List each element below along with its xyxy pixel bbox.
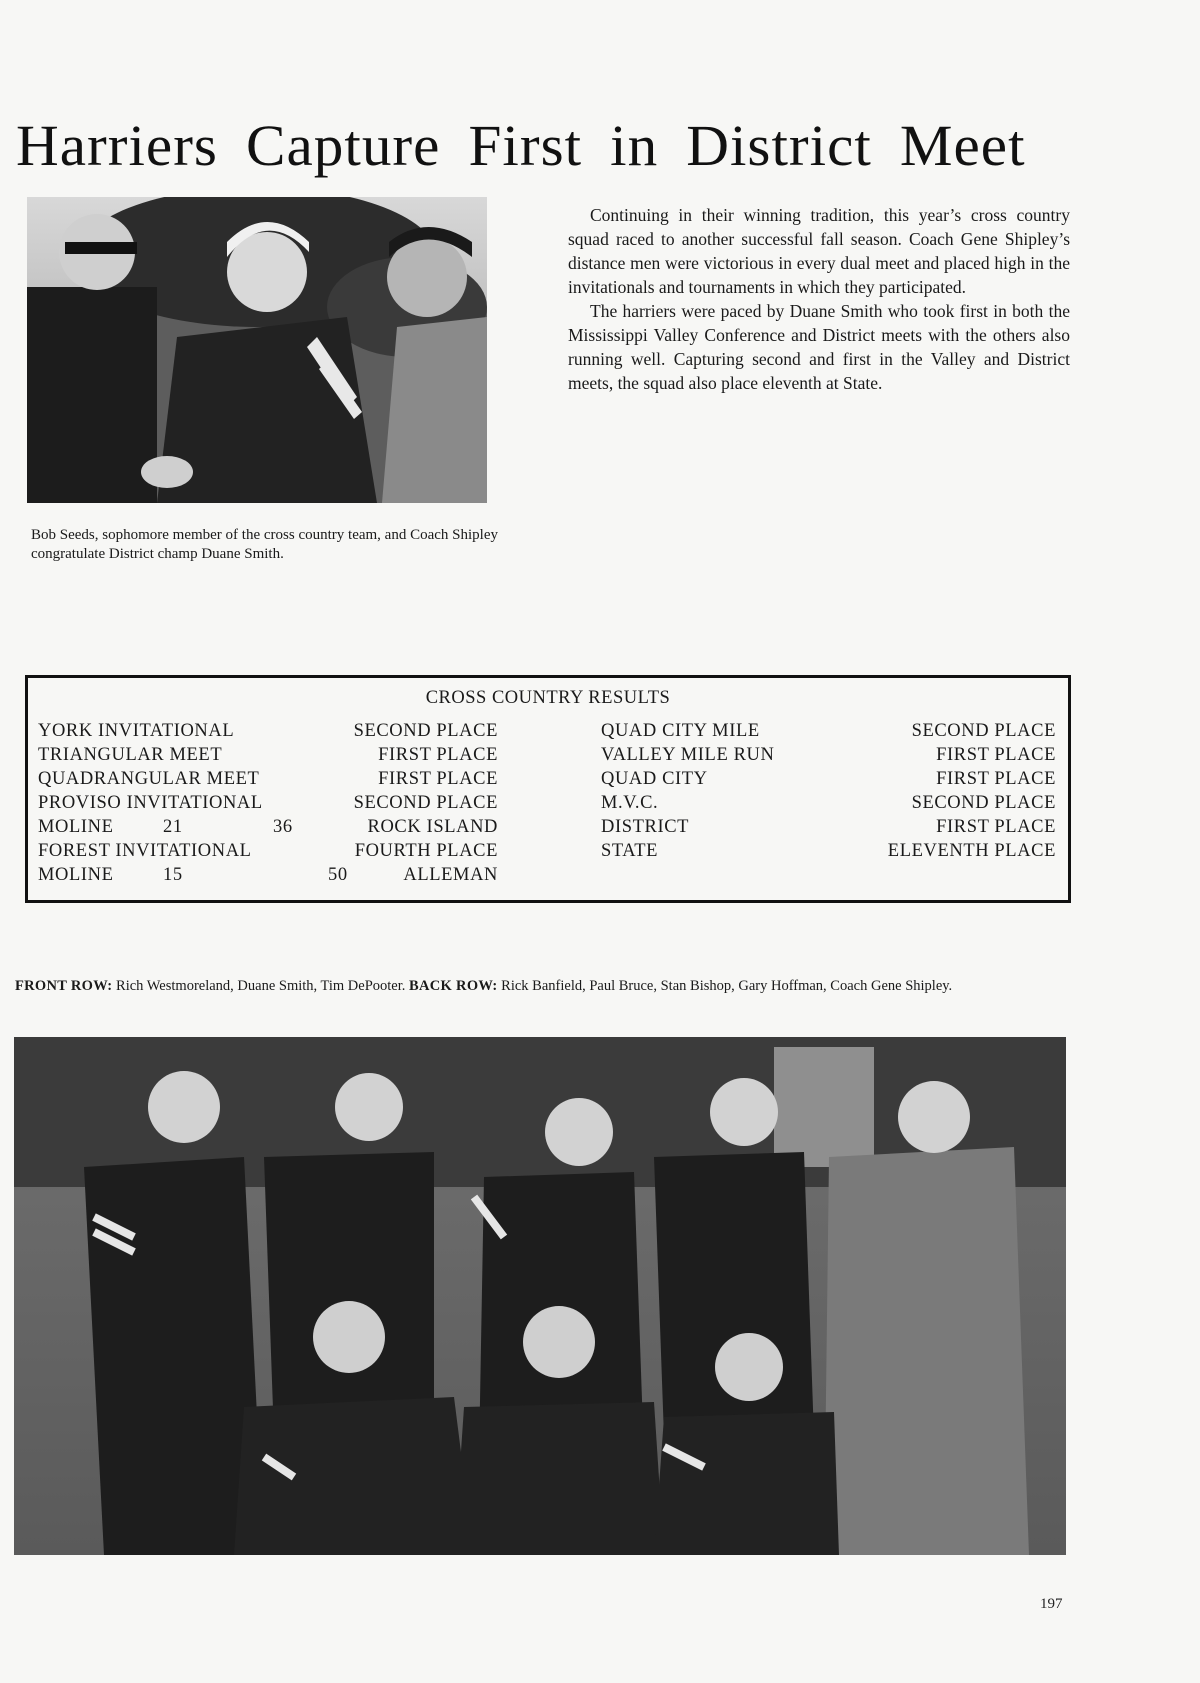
event-result: FIRST PLACE — [936, 745, 1056, 765]
event-name: QUAD CITY — [601, 769, 708, 789]
front-row-names: Rich Westmoreland, Duane Smith, Tim DePooter. — [116, 978, 406, 994]
results-box — [25, 675, 1071, 903]
article-body — [568, 203, 1070, 395]
event-result: SECOND PLACE — [911, 721, 1056, 741]
results-row — [38, 767, 498, 791]
results-row — [601, 791, 1056, 815]
photo-illustration — [27, 197, 487, 503]
back-row-names: Rick Banfield, Paul Bruce, Stan Bishop, Gary Hoffman, Coach Gene Shipley. — [501, 978, 953, 994]
results-left-column — [38, 719, 498, 887]
team-score: 15 — [163, 865, 183, 885]
page-headline: Harriers Capture First in District Meet — [16, 113, 1026, 178]
event-result: SECOND PLACE — [911, 793, 1056, 813]
event-name: FOREST INVITATIONAL — [38, 841, 252, 861]
event-result: ELEVENTH PLACE — [887, 841, 1056, 861]
results-row — [601, 839, 1056, 863]
article-paragraph: The harriers were paced by Duane Smith who took first in both the Mississippi Valley Conference and District meets with the others also running well. Capturing second and first in the Valley and District meets, the squad also place eleventh at State. — [568, 301, 1070, 393]
results-title: CROSS COUNTRY RESULTS — [425, 688, 671, 708]
page-number: 197 — [1040, 1596, 1063, 1612]
results-row — [601, 719, 1056, 743]
opponent-name: ALLEMAN — [403, 865, 498, 885]
event-name: MOLINE — [38, 865, 114, 885]
results-row — [38, 719, 498, 743]
event-name: MOLINE — [38, 817, 114, 837]
results-row — [601, 743, 1056, 767]
results-row — [601, 815, 1056, 839]
event-name: DISTRICT — [601, 817, 690, 837]
event-result: SECOND PLACE — [353, 793, 498, 813]
results-right-column — [601, 719, 1056, 863]
front-row-label: FRONT ROW: — [15, 978, 113, 994]
event-result: FIRST PLACE — [378, 769, 498, 789]
opponent-score: 36 — [273, 817, 293, 837]
event-name: PROVISO INVITATIONAL — [38, 793, 263, 813]
team-photo-caption — [15, 977, 1075, 996]
event-result: FIRST PLACE — [936, 817, 1056, 837]
photo-caption: Bob Seeds, sophomore member of the cross country team, and Coach Shipley congratulate District champ Duane Smith. — [31, 527, 498, 562]
article-paragraph: Continuing in their winning tradition, this year’s cross country squad raced to another successful fall season. Coach Gene Shipley’s distance men were victorious in every dual meet and placed high in the invitationals and tournaments in which they participated. — [568, 205, 1070, 297]
congratulations-photo — [27, 197, 487, 503]
results-row — [38, 743, 498, 767]
event-name: TRIANGULAR MEET — [38, 745, 223, 765]
event-result: FIRST PLACE — [378, 745, 498, 765]
team-photo-illustration — [14, 1037, 1066, 1555]
results-row — [38, 815, 498, 839]
event-name: YORK INVITATIONAL — [38, 721, 235, 741]
back-row-label: BACK ROW: — [409, 978, 498, 994]
event-name: QUADRANGULAR MEET — [38, 769, 260, 789]
results-row — [38, 863, 498, 887]
event-name: QUAD CITY MILE — [601, 721, 760, 741]
event-name: M.V.C. — [601, 793, 659, 813]
results-row — [601, 767, 1056, 791]
results-row — [38, 839, 498, 863]
event-result: FOURTH PLACE — [354, 841, 498, 861]
event-result: FIRST PLACE — [936, 769, 1056, 789]
results-row — [38, 791, 498, 815]
team-photo — [14, 1037, 1066, 1555]
event-result: SECOND PLACE — [353, 721, 498, 741]
team-score: 21 — [163, 817, 183, 837]
event-name: VALLEY MILE RUN — [601, 745, 775, 765]
opponent-score: 50 — [328, 865, 348, 885]
event-name: STATE — [601, 841, 659, 861]
opponent-name: ROCK ISLAND — [367, 817, 498, 837]
